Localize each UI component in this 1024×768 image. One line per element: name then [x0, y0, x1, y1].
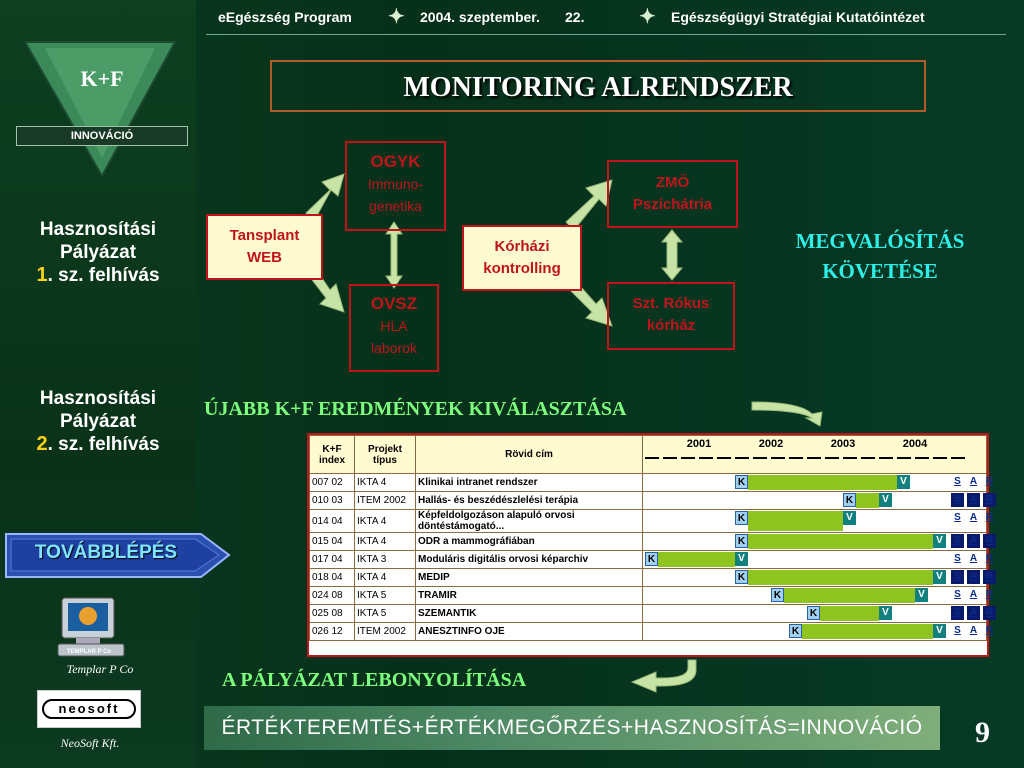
call-2-rest: . sz. felhívás [47, 434, 160, 455]
zmo-line1: ZMÖ [655, 174, 690, 191]
table-row[interactable] [310, 492, 987, 510]
cell-type: ITEM 2002 [355, 623, 416, 641]
timeline-cell [643, 605, 994, 623]
sar-link[interactable]: R [985, 625, 994, 636]
rokus-line2: kórház [646, 317, 696, 334]
timeline-bar [748, 475, 897, 490]
call-1-number: 1 [36, 264, 48, 286]
ujabb-heading: ÚJABB K+F EREDMÉNYEK KIVÁLASZTÁSA [204, 398, 627, 420]
timeline-bar [748, 511, 843, 531]
templar-screen-text: TEMPLAR P Co [66, 649, 112, 655]
sar-link[interactable]: A [969, 589, 978, 600]
sar-link[interactable]: S [954, 589, 961, 600]
cell-type: IKTA 5 [355, 587, 416, 605]
transplant-web-box [206, 214, 323, 280]
col-header-title: Rövid cím [416, 436, 643, 474]
sar-link[interactable]: S [951, 534, 964, 548]
year-label: 2003 [830, 438, 856, 450]
sar-link[interactable]: S [951, 570, 964, 584]
timeline-bar [748, 570, 933, 585]
rokus-line1: Szt. Rókus [632, 295, 710, 312]
sar-link[interactable]: A [967, 606, 980, 620]
milestone-v: V [897, 475, 910, 489]
milestone-k: K [735, 534, 748, 548]
timeline-cell [643, 623, 994, 641]
sar-link[interactable]: S [954, 512, 961, 523]
timeline-cell [643, 569, 994, 587]
sar-link[interactable]: S [954, 625, 961, 636]
sar-link[interactable]: A [969, 553, 978, 564]
megvalositas-line1: MEGVALÓSÍTÁS [795, 229, 965, 253]
year-label: 2001 [686, 438, 712, 450]
table-header-row [310, 436, 987, 474]
ovsz-sub2: laborok [371, 340, 417, 356]
ogyk-box [345, 141, 446, 231]
timeline-tick [663, 457, 677, 471]
timeline-tick [879, 457, 893, 471]
milestone-k: K [645, 552, 658, 566]
milestone-k: K [789, 624, 802, 638]
milestone-v: V [915, 588, 928, 602]
ogyk-sub2: genetika [369, 198, 422, 214]
arrow-zmo-rokus [662, 230, 682, 280]
neosoft-logo-text: neosoft [42, 699, 136, 719]
sar-link[interactable]: A [967, 493, 980, 507]
sar-link[interactable]: S [951, 493, 964, 507]
arrow-to-lebonyolitas [632, 660, 696, 692]
col-header-timeline [643, 436, 987, 474]
page-number: 9 [975, 716, 990, 749]
timeline-tick [735, 457, 749, 471]
arrow-to-table [752, 402, 822, 426]
timeline-tick [951, 457, 965, 471]
tovabblepes-label: TOVÁBBLÉPÉS [34, 542, 178, 563]
sar-link[interactable]: R [985, 512, 994, 523]
table-row[interactable] [310, 533, 987, 551]
milestone-k: K [771, 588, 784, 602]
timeline-tick [897, 457, 911, 471]
table-row[interactable] [310, 569, 987, 587]
page-title: MONITORING ALRENDSZER [270, 60, 926, 112]
timeline-tick [789, 457, 803, 471]
cell-index: 026 12 [310, 623, 355, 641]
sar-link[interactable]: A [967, 570, 980, 584]
sar-link[interactable]: R [983, 606, 996, 620]
cell-type: ITEM 2002 [355, 492, 416, 510]
timeline-cell [643, 551, 994, 569]
milestone-k: K [843, 493, 856, 507]
timeline-tick [753, 457, 767, 471]
table-row[interactable] [310, 587, 987, 605]
timeline-bar [856, 493, 879, 508]
cell-title: Klinikai intranet rendszer [416, 474, 643, 492]
korhazi-line2: kontrolling [483, 260, 561, 277]
sar-link[interactable]: A [969, 625, 978, 636]
table-row[interactable] [310, 623, 987, 641]
timeline-tick [681, 457, 695, 471]
zmo-line2: Pszichátria [632, 196, 713, 213]
ovsz-sub1: HLA [380, 318, 408, 334]
transplant-line1: Tansplant [229, 227, 300, 244]
rokus-box [607, 282, 735, 350]
star-icon: ✦ [639, 6, 656, 28]
timeline-bar [784, 588, 915, 603]
sar-link[interactable]: R [983, 534, 996, 548]
table-row[interactable] [310, 510, 987, 533]
transplant-line2: WEB [247, 249, 282, 266]
milestone-k: K [735, 511, 748, 525]
korhazi-line1: Kórházi [494, 238, 550, 255]
cell-index: 007 02 [310, 474, 355, 492]
timeline-tick [843, 457, 857, 471]
arrow-to-zmo [566, 180, 612, 230]
sar-link[interactable]: A [969, 476, 978, 487]
header-date: 2004. szeptember. [420, 9, 540, 25]
timeline-tick [645, 457, 659, 471]
timeline-bar [802, 624, 933, 639]
timeline-tick [933, 457, 947, 471]
ovsz-box [349, 284, 439, 372]
cell-title: TRAMIR [416, 587, 643, 605]
zmo-box [607, 160, 738, 228]
cell-type: IKTA 4 [355, 569, 416, 587]
arrow-ogyk-ovsz [386, 222, 402, 288]
call-1-line1: Hasznosítási [39, 219, 157, 240]
timeline-bar [658, 552, 735, 567]
timeline-bar [748, 534, 933, 549]
timeline-cell [643, 533, 994, 551]
ogyk-sub1: Immuno- [367, 176, 424, 192]
megvalositas-heading [758, 226, 1002, 286]
timeline-tick [825, 457, 839, 471]
star-icon: ✦ [388, 6, 405, 28]
cell-index: 014 04 [310, 510, 355, 533]
cell-title: Moduláris digitális orvosi képarchiv [416, 551, 643, 569]
sar-link[interactable]: R [985, 476, 994, 487]
header-day: 22. [565, 9, 585, 25]
projects-grid [309, 435, 994, 641]
milestone-k: K [807, 606, 820, 620]
table-body [310, 474, 994, 641]
table-row[interactable] [310, 551, 987, 569]
ogyk-title: OGYK [370, 152, 421, 171]
cell-index: 018 04 [310, 569, 355, 587]
call-1-rest: . sz. felhívás [47, 265, 160, 286]
call-2-number: 2 [36, 433, 48, 455]
sar-link[interactable]: R [985, 589, 994, 600]
milestone-v: V [933, 570, 946, 584]
year-label: 2004 [902, 438, 928, 450]
cell-title: MEDIP [416, 569, 643, 587]
korhazi-box [462, 225, 582, 291]
projects-table [307, 433, 994, 657]
call-2-line1: Hasznosítási [39, 388, 157, 409]
lebonyolitas-heading: A PÁLYÁZAT LEBONYOLÍTÁSA [222, 669, 527, 691]
year-label: 2002 [758, 438, 784, 450]
cell-type: IKTA 4 [355, 533, 416, 551]
milestone-v: V [879, 493, 892, 507]
cell-title: ODR a mammográfiában [416, 533, 643, 551]
kf-logo-text: K+F [80, 66, 124, 91]
cell-title: SZEMANTIK [416, 605, 643, 623]
timeline-tick [861, 457, 875, 471]
milestone-k: K [735, 570, 748, 584]
neosoft-label: NeoSoft Kft. [60, 736, 120, 750]
cell-index: 015 04 [310, 533, 355, 551]
bottom-banner: ÉRTÉKTEREMTÉS+ÉRTÉKMEGŐRZÉS+HASZNOSÍTÁS=INNOVÁCIÓ [204, 706, 940, 750]
milestone-v: V [843, 511, 856, 525]
table-row[interactable] [310, 605, 987, 623]
cell-title: ANESZTINFO OJE [416, 623, 643, 641]
timeline-cell [643, 474, 994, 492]
cell-type: IKTA 4 [355, 510, 416, 533]
cell-index: 025 08 [310, 605, 355, 623]
timeline-cell [643, 587, 994, 605]
header-program: eEgészség Program [218, 9, 352, 25]
timeline-tick [699, 457, 713, 471]
sar-link[interactable]: S [951, 606, 964, 620]
sar-link[interactable]: R [983, 570, 996, 584]
cell-title: Képfeldolgozáson alapuló orvosi döntéstámogató... [416, 510, 643, 533]
milestone-k: K [735, 475, 748, 489]
sar-link[interactable]: S [954, 476, 961, 487]
cell-index: 017 04 [310, 551, 355, 569]
sar-link[interactable]: R [983, 493, 996, 507]
megvalositas-line2: KÖVETÉSE [822, 259, 938, 283]
milestone-v: V [879, 606, 892, 620]
call-1-line2: Pályázat [59, 242, 137, 263]
timeline-tick [717, 457, 731, 471]
milestone-v: V [735, 552, 748, 566]
cell-type: IKTA 4 [355, 474, 416, 492]
col-header-type: Projekt típus [355, 436, 416, 474]
templar-label: Templar P Co [66, 662, 134, 676]
sar-link[interactable]: A [967, 534, 980, 548]
cell-type: IKTA 3 [355, 551, 416, 569]
cell-index: 024 08 [310, 587, 355, 605]
ovsz-title: OVSZ [370, 294, 418, 313]
cell-index: 010 03 [310, 492, 355, 510]
call-2-line2: Pályázat [59, 411, 137, 432]
timeline-tick [807, 457, 821, 471]
timeline-tick [771, 457, 785, 471]
cell-title: Hallás- és beszédészlelési terápia [416, 492, 643, 510]
cell-type: IKTA 5 [355, 605, 416, 623]
sar-link[interactable]: S [954, 553, 961, 564]
sar-link[interactable]: A [969, 512, 978, 523]
timeline-bar [820, 606, 879, 621]
timeline-cell [643, 510, 994, 533]
col-header-index: K+F index [310, 436, 355, 474]
header-institute: Egészségügyi Stratégiai Kutatóintézet [671, 9, 925, 25]
timeline-cell [643, 492, 994, 510]
sar-link[interactable]: R [985, 553, 994, 564]
milestone-v: V [933, 624, 946, 638]
innovacio-label: INNOVÁCIÓ [16, 126, 188, 146]
timeline-tick [915, 457, 929, 471]
table-row[interactable] [310, 474, 987, 492]
milestone-v: V [933, 534, 946, 548]
